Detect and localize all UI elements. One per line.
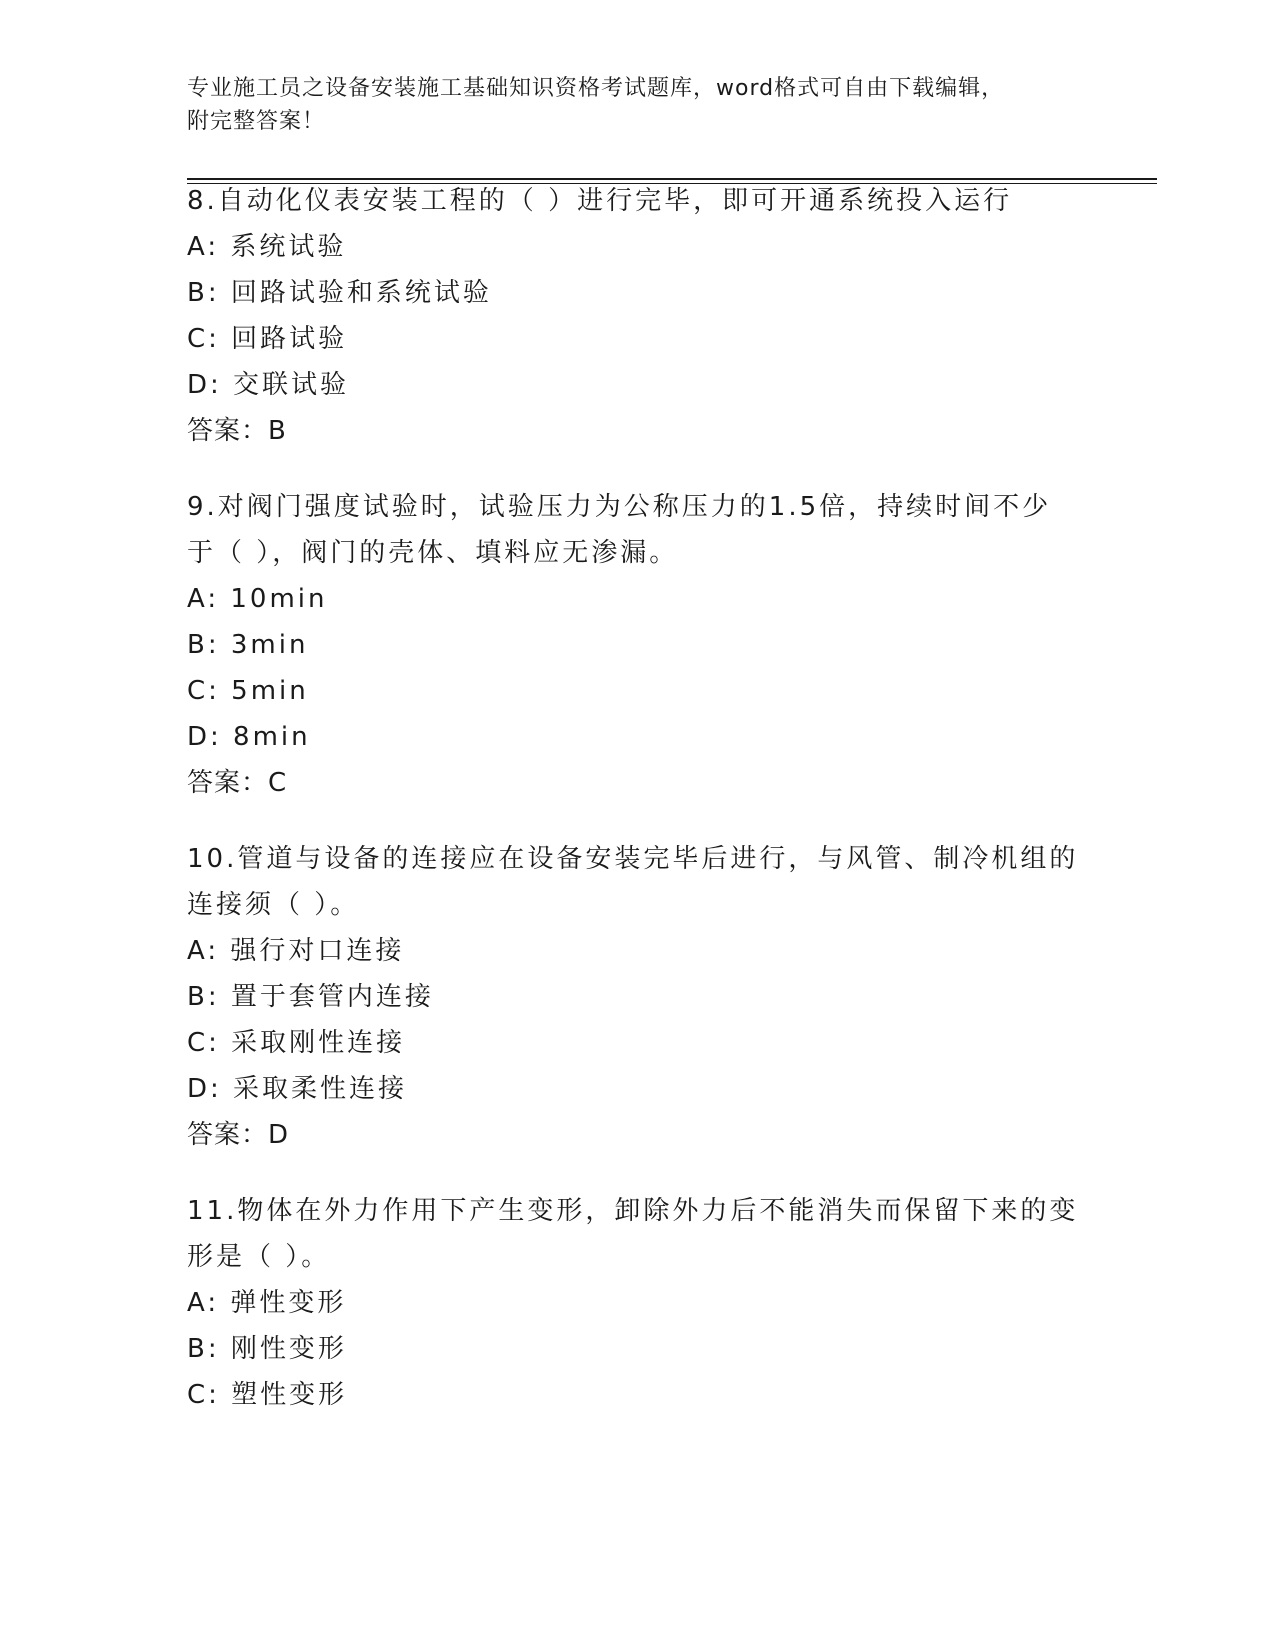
option-d: D: 采取柔性连接 (187, 1074, 408, 1104)
option-c: C: 塑性变形 (187, 1380, 348, 1410)
question-11 (187, 1188, 1087, 1418)
question-text-line-2: 于（ ），阀门的壳体、填料应无渗漏。 (187, 538, 679, 568)
option-b: B: 置于套管内连接 (187, 982, 434, 1012)
header-line-2: 附完整答案！ (187, 109, 326, 134)
option-b: B: 3min (187, 630, 309, 660)
option-c: C: 5min (187, 676, 309, 706)
option-c: C: 回路试验 (187, 324, 348, 354)
header-line-1: 专业施工员之设备安装施工基础知识资格考试题库，word格式可自由下载编辑， (187, 76, 1005, 101)
option-c: C: 采取刚性连接 (187, 1028, 406, 1058)
question-9 (187, 484, 1087, 806)
question-text-line-1: 10.管道与设备的连接应在设备安装完毕后进行，与风管、制冷机组的 (187, 844, 1079, 874)
document-header (187, 72, 1087, 138)
question-10 (187, 836, 1087, 1158)
question-text-line-2: 连接须（ ）。 (187, 890, 360, 920)
answer: 答案：C (187, 768, 288, 798)
answer: 答案：B (187, 416, 287, 446)
question-8 (187, 178, 1087, 454)
question-text-line-1: 11.物体在外力作用下产生变形，卸除外力后不能消失而保留下来的变 (187, 1196, 1079, 1226)
option-b: B: 回路试验和系统试验 (187, 278, 492, 308)
answer: 答案：D (187, 1120, 290, 1150)
option-a: A: 10min (187, 584, 328, 614)
option-a: A: 弹性变形 (187, 1288, 347, 1318)
option-b: B: 刚性变形 (187, 1334, 347, 1364)
question-text-line-2: 形是（ ）。 (187, 1242, 331, 1272)
option-a: A: 强行对口连接 (187, 936, 405, 966)
option-d: D: 8min (187, 722, 311, 752)
question-text: 8.自动化仪表安装工程的（ ）进行完毕，即可开通系统投入运行 (187, 186, 1013, 216)
option-a: A: 系统试验 (187, 232, 347, 262)
question-text-line-1: 9.对阀门强度试验时，试验压力为公称压力的1.5倍，持续时间不少 (187, 492, 1052, 522)
option-d: D: 交联试验 (187, 370, 350, 400)
